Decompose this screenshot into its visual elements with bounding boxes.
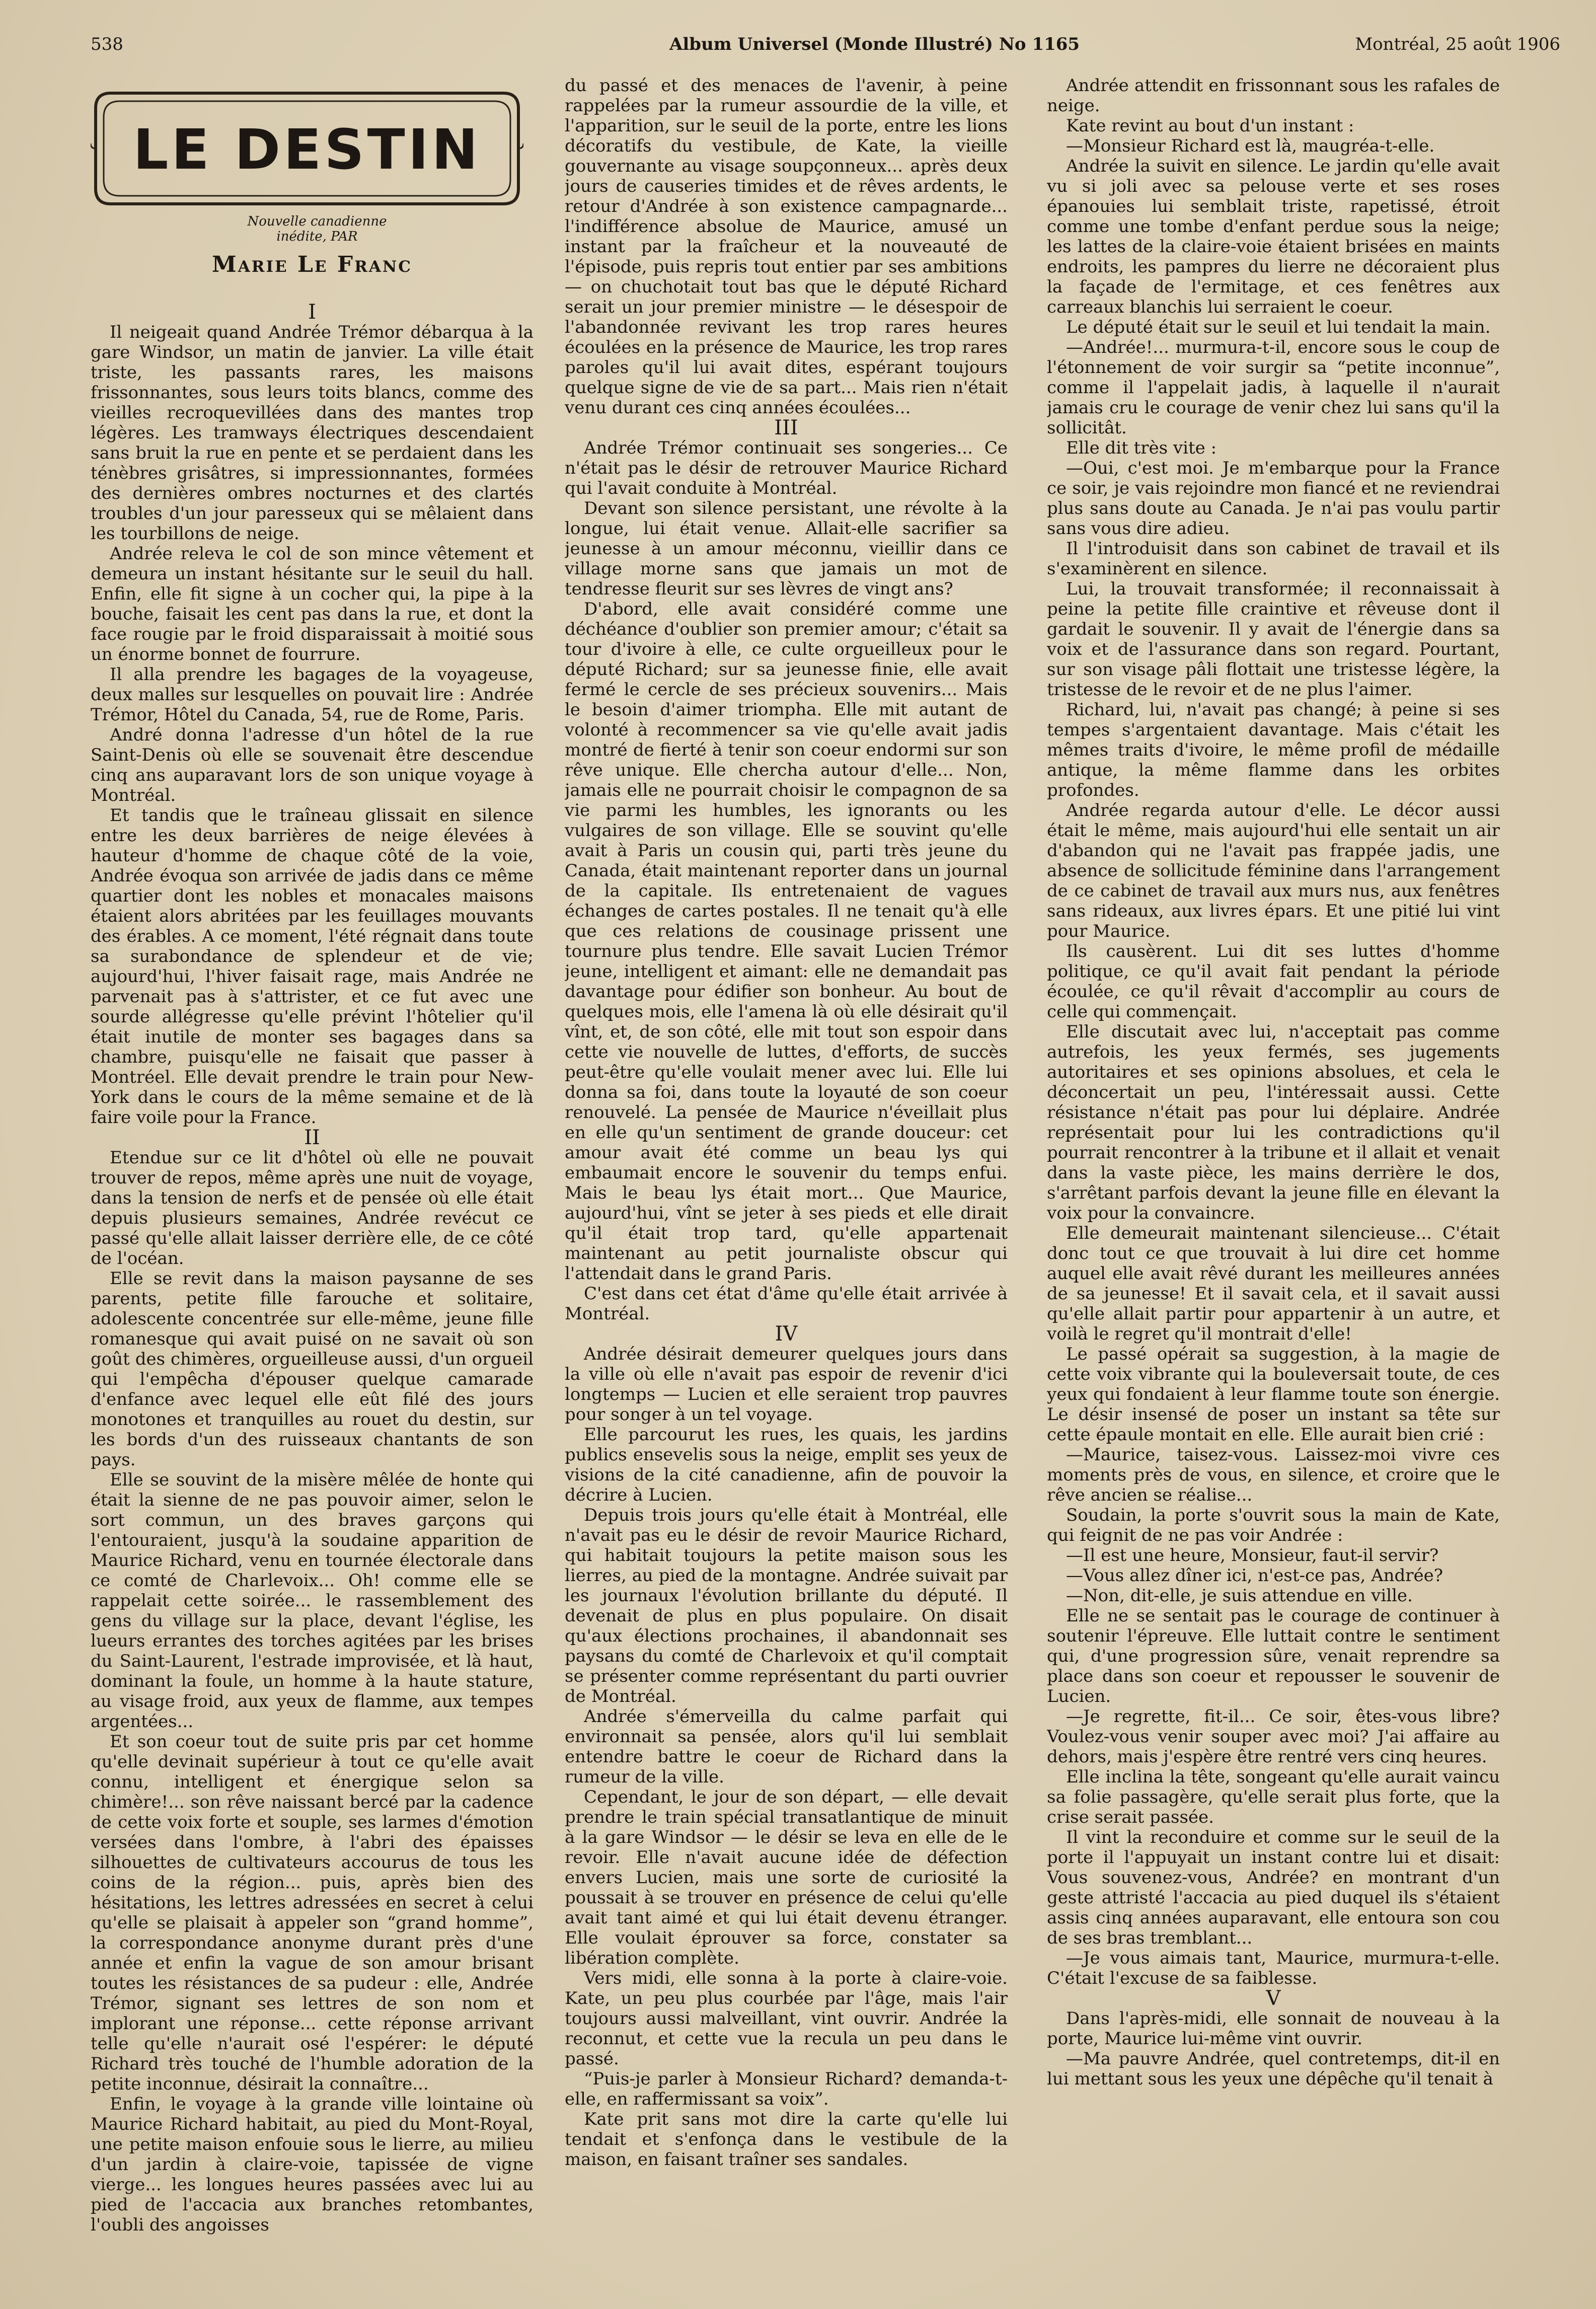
story-author: Marie Le Franc — [212, 252, 412, 277]
section-number: III — [774, 416, 798, 439]
page-header — [91, 29, 1560, 64]
paragraph: —Oui, c'est moi. Je m'embarque pour la France ce soir, je vais rejoindre mon fiancé et ne reviendrai plus sans doute au Canada. Je n'ai pas voulu partir sans vous dire adieu. — [1047, 458, 1500, 539]
paragraph: —Andrée!... murmura-t-il, encore sous le coup de l'étonnement de voir surgir sa “petite inconnue”, comme il l'appelait jadis, à laquelle il n'aurait jamais cru le courage de venir chez lui sans qu'il la sollicitât. — [1047, 337, 1500, 438]
paragraph: Andrée releva le col de son mince vêtement et demeura un instant hésitante sur le seuil du hall. Enfin, elle fit signe à un cocher qui, la pipe à la bouche, faisait les cent pas dans la rue, et dont la face rougie par le froid disparaissait à moitié sous un énorme bonnet de fourrure. — [91, 544, 534, 664]
page-number: 538 — [91, 34, 123, 54]
paragraph: D'abord, elle avait considéré comme une déchéance d'oublier son premier amour; c'était sa tour d'ivoire à elle, ce culte orgueilleux pour le député Richard; sur sa jeunesse finie, elle avait fermé le cercle de ses précieux souvenirs... Mais le besoin d'aimer triompha. Elle mit autant de volonté à recommencer sa vie qu'elle avait jadis montré de fierté à tenir son coeur endormi sur son rêve unique. Elle chercha autour d'elle... Non, jamais elle ne pourrait choisir le compagnon de sa vie parmi les humbles, les ignorants ou les vulgaires de son village. Elle se souvint qu'elle avait à Paris un cousin qui, parti très jeune du Canada, était maintenant reporter dans un journal de la capitale. Ils entretenaient de vagues échanges de cartes postales. Il ne tenait qu'à elle que ces relations de cousinage prissent une tournure plus tendre. Elle savait Lucien Trémor jeune, intelligent et aimant: elle ne demandait pas davantage pour édifier son bonheur. Au bout de quelques mois, elle l'amena là où elle désirait qu'il vînt, et, de son côté, elle mit tout son espoir dans cette vie nouvelle de luttes, d'efforts, de succès peut-être qu'elle voulait mener avec lui. Elle lui donna sa foi, dans toute la loyauté de son coeur renouvelé. La pensée de Maurice n'éveillait plus en elle qu'un sentiment de grande douceur: cet amour avait été comme un beau lys qui embaumait encore le souvenir du temps enfui. Mais le beau lys était mort... Que Maurice, aujourd'hui, vînt se jeter à ses pieds et elle dirait qu'il était trop tard, qu'elle appartenait maintenant au petit journaliste obscur qui l'attendait dans le grand Paris. — [565, 599, 1008, 1284]
section-number: IV — [775, 1322, 798, 1346]
paragraph: Ils causèrent. Lui dit ses luttes d'homme politique, ce qu'il avait fait pendant la période écoulée, ce qu'il rêvait d'accomplir au cours de celle qui commençait. — [1047, 941, 1500, 1022]
section-number: II — [304, 1126, 320, 1149]
paragraph: Elle dit très vite : — [1066, 438, 1217, 458]
paragraph: —Non, dit-elle, je suis attendue en ville. — [1066, 1586, 1413, 1606]
paragraph: “Puis-je parler à Monsieur Richard? demanda-t-elle, en raffermissant sa voix”. — [565, 2069, 1008, 2109]
paragraph: —Vous allez dîner ici, n'est-ce pas, Andrée? — [1066, 1566, 1443, 1586]
paragraph: Andrée la suivit en silence. Le jardin qu'elle avait vu si joli avec sa pelouse verte et ses roses épanouies lui semblait triste, rapetissé, étroit comme une tombe d'enfant perdue sous la neige; les lattes de la claire-voie étaient brisées en maints endroits, les pampres du lierre ne décoraient plus la façade de l'ermitage, et ces fenêtres aux carreaux blanchis lui serraient le coeur. — [1047, 156, 1500, 317]
story-title-box — [91, 88, 523, 209]
text-column-3 — [1047, 76, 1500, 2290]
paragraph: du passé et des menaces de l'avenir, à peine rappelées par la rumeur assourdie de la ville, et l'apparition, sur le seuil de la porte, entre les lions décoratifs du vestibule, de Kate, la vieille gouvernante au visage soupçonneux... après deux jours de causeries timides et de rêves ardents, le retour d'Andrée à son existence campagnarde... l'indifférence absolue de Maurice, amusé un instant par la fraîcheur et la nouveauté de l'épisode, puis repris tout entier par ses ambitions — on chuchotait tout bas que le député Richard serait un jour premier ministre — le désespoir de l'abandonnée revivant les trop rares heures écoulées en la présence de Maurice, les trop rares paroles qu'il lui avait dites, espérant toujours quelque signe de vie de sa part... Mais rien n'était venu durant ces cinq années écoulées... — [565, 76, 1008, 418]
paragraph: Elle discutait avec lui, n'acceptait pas comme autrefois, les yeux fermés, ses jugements autoritaires et ses opinions absolues, et cela le déconcertait un peu, l'intéressait aussi. Cette résistance n'était pas pour lui déplaire. Andrée représentait pour lui les contradictions qu'il pourrait rencontrer à la tribune et il allait et venait dans la vaste pièce, les mains derrière le dos, s'arrêtant parfois devant la jeune fille en élevant la voix pour la convaincre. — [1047, 1022, 1500, 1223]
paragraph: Andrée attendit en frissonnant sous les rafales de neige. — [1047, 76, 1500, 116]
text-column-1 — [91, 302, 534, 2265]
paragraph: Andrée s'émerveilla du calme parfait qui environnait sa pensée, alors qu'il lui semblait entendre battre le coeur de Richard dans la rumeur de la ville. — [565, 1706, 1008, 1787]
paragraph: Il l'introduisit dans son cabinet de travail et ils s'examinèrent en silence. — [1047, 539, 1500, 579]
paragraph: Andrée Trémor continuait ses songeries... Ce n'était pas le désir de retrouver Maurice Richard qui l'avait conduite à Montréal. — [565, 438, 1008, 498]
paragraph: Elle demeurait maintenant silencieuse... C'était donc tout ce que trouvait à lui dire cet homme auquel elle avait rêvé durant les meilleures années de sa jeunesse! Et il savait cela, et il savait aussi qu'elle allait partir pour appartenir à un autre, et voilà le regret qu'il montrait d'elle! — [1047, 1223, 1500, 1344]
paragraph: —Je regrette, fit-il... Ce soir, êtes-vous libre? Voulez-vous venir souper avec moi? J'ai affaire au dehors, mais j'espère être rentré vers cinq heures. — [1047, 1706, 1500, 1767]
paragraph: Kate revint au bout d'un instant : — [1066, 116, 1354, 136]
paragraph: Soudain, la porte s'ouvrit sous la main de Kate, qui feignit de ne pas voir Andrée : — [1047, 1505, 1500, 1545]
paragraph: —Maurice, taisez-vous. Laissez-moi vivre ces moments près de vous, en silence, et croire que le rêve ancien se réalise... — [1047, 1445, 1500, 1505]
story-subtitle: Nouvelle canadienne inédite, PAR — [247, 214, 387, 244]
paragraph: André donna l'adresse d'un hôtel de la rue Saint-Denis où elle se souvenait être descendue cinq ans auparavant lors de son unique voyage à Montréal. — [91, 725, 534, 805]
paragraph: Devant son silence persistant, une révolte à la longue, lui était venue. Allait-elle sacrifier sa jeunesse à un amour méconnu, vieillir dans ce village morne sans que jamais un mot de tendresse fleurit sur ses lèvres de vingt ans? — [565, 498, 1008, 599]
section-number: V — [1266, 1987, 1281, 2010]
paragraph: Andrée regarda autour d'elle. Le décor aussi était le même, mais aujourd'hui elle sentait un air d'abandon qui ne l'avait pas frappée jadis, une absence de sollicitude féminine dans l'arrangement de ce cabinet de travail aux murs nus, aux fenêtres sans rideaux, aux livres épars. Et une pitié lui vint pour Maurice. — [1047, 800, 1500, 941]
paragraph: Elle parcourut les rues, les quais, les jardins publics ensevelis sous la neige, emplit ses yeux de visions de la cité canadienne, afin de pouvoir la décrire à Lucien. — [565, 1425, 1008, 1505]
paragraph: Et tandis que le traîneau glissait en silence entre les deux barrières de neige élevées à hauteur d'homme de chaque côté de la voie, Andrée évoqua son arrivée de jadis dans ce même quartier dont les nobles et monacales maisons étaient alors abritées par les feuillages mouvants des érables. A ce moment, l'été régnait dans toute sa surabondance de splendeur et de vie; aujourd'hui, l'hiver faisait rage, mais Andrée ne parvenait pas à s'attrister, et ce fut avec une sourde allégresse qu'elle prévint l'hôtelier qu'il était inutile de monter ses bagages dans sa chambre, puisqu'elle ne faisait que passer à Montréel. Elle devait prendre le train pour New-York dans le cours de la même semaine et de là faire voile pour la France. — [91, 805, 534, 1128]
paragraph: Et son coeur tout de suite pris par cet homme qu'elle devinait supérieur à tout ce qu'elle avait connu, intelligent et énergique selon sa chimère!... son rêve naissant bercé par la cadence de cette voix forte et souple, ses larmes d'émotion versées dans l'ombre, à l'abri des épaisses silhouettes de cultivateurs accourus de tous les coins de la région... puis, après bien des hésitations, les lettres adressées en secret à celui qu'elle se plaisait à appeler son “grand homme”, la correspondance anonyme durant près d'une année et enfin la vague de son amour brisant toutes les résistances de sa pudeur : elle, Andrée Trémor, signant ses lettres de son nom et implorant une réponse... cette réponse arrivant telle qu'elle n'aurait osé l'espérer: le député Richard très touché de l'humble adoration de la petite inconnue, désirait la connaître... — [91, 1732, 534, 2094]
paragraph: Le passé opérait sa suggestion, à la magie de cette voix vibrante qui la bouleversait toute, de ces yeux qui fondaient à leur flamme toute son énergie. Le désir insensé de poser un instant sa tête sur cette épaule montait en elle. Elle aurait bien crié : — [1047, 1344, 1500, 1445]
paragraph: Enfin, le voyage à la grande ville lointaine où Maurice Richard habitait, au pied du Mont-Royal, une petite maison enfouie sous le lierre, au milieu d'un jardin à claire-voie, tapissée de vigne vierge... les longues heures passées avec lui au pied de l'accacia aux branches retombantes, l'oubli des angoisses — [91, 2094, 534, 2235]
paragraph: —Je vous aimais tant, Maurice, murmura-t-elle. C'était l'excuse de sa faiblesse. — [1047, 1948, 1500, 1988]
paragraph: Elle se souvint de la misère mêlée de honte qui était la sienne de ne pas pouvoir aimer, selon le sort commun, un des braves garçons qui l'entouraient, jusqu'à la soudaine apparition de Maurice Richard, venu en tournée électorale dans ce comté de Charlevoix... Oh! comme elle se rappelait cette soirée... le rassemblement des gens du village sur la place, devant l'église, les lueurs errantes des torches agitées par les brises du Saint-Laurent, l'estrade improvisée, et là haut, dominant la foule, un homme à la haute stature, au visage froid, aux yeux de flamme, aux tempes argentées... — [91, 1470, 534, 1732]
paragraph: Vers midi, elle sonna à la porte à claire-voie. Kate, un peu plus courbée par l'âge, mais l'air toujours aussi malveillant, vint ouvrir. Andrée la reconnut, et cette vue la recula un peu dans le passé. — [565, 1968, 1008, 2069]
paragraph: C'est dans cet état d'âme qu'elle était arrivée à Montréal. — [565, 1284, 1008, 1324]
section-number: I — [308, 302, 316, 324]
text-column-2 — [565, 76, 1008, 2290]
paragraph: Il alla prendre les bagages de la voyageuse, deux malles sur lesquelles on pouvait lire : Andrée Trémor, Hôtel du Canada, 54, rue de Rome, Paris. — [91, 664, 534, 725]
issue-date: Montréal, 25 août 1906 — [1355, 34, 1560, 54]
paragraph: Le député était sur le seuil et lui tendait la main. — [1066, 317, 1491, 337]
paragraph: Richard, lui, n'avait pas changé; à peine si ses tempes s'argentaient davantage. Mais c'était les mêmes traits d'ivoire, le même profil de médaille antique, la même flamme dans les orbites profondes. — [1047, 700, 1500, 800]
paragraph: Il vint la reconduire et comme sur le seuil de la porte il l'appuyait un instant contre lui et disait: Vous souvenez-vous, Andrée? en montrant d'un geste attristé l'accacia au pied duquel ils s'étaient assis cinq années auparavant, elle entoura son cou de ses bras tremblant... — [1047, 1827, 1500, 1948]
paragraph: Elle inclina la tête, songeant qu'elle aurait vaincu sa folie passagère, qu'elle serait plus forte, que la crise serait passée. — [1047, 1767, 1500, 1827]
paragraph: Etendue sur ce lit d'hôtel où elle ne pouvait trouver de repos, même après une nuit de voyage, dans la tension de nerfs et de pensée où elle était depuis plusieurs semaines, Andrée revécut ce passé qu'elle allait laisser derrière elle, de ce côté de l'océan. — [91, 1148, 534, 1269]
paragraph: Cependant, le jour de son départ, — elle devait prendre le train spécial transatlantique de minuit à la gare Windsor — le désir se leva en elle de le revoir. Elle n'avait aucune idée de défection envers Lucien, mais une sorte de curiosité la poussait à se trouver en présence de celui qu'elle avait tant aimé et qui lui était devenu étranger. Elle voulait éprouver sa force, constater sa libération complète. — [565, 1787, 1008, 1968]
paragraph: Kate prit sans mot dire la carte qu'elle lui tendait et s'enfonça dans le vestibule de la maison, en faisant traîner ses sandales. — [565, 2109, 1008, 2170]
paragraph: Andrée désirait demeurer quelques jours dans la ville où elle n'avait pas espoir de revenir d'ici longtemps — Lucien et elle seraient trop pauvres pour songer à un tel voyage. — [565, 1344, 1008, 1425]
paragraph: Depuis trois jours qu'elle était à Montréal, elle n'avait pas eu le désir de revoir Maurice Richard, qui habitait toujours la petite maison sous les lierres, au pied de la montagne. Andrée suivait par les journaux l'évolution brillante du député. Il devenait de plus en plus populaire. On disait qu'aux élections prochaines, il abandonnait ses paysans du comté de Charlevoix et qu'il comptait se présenter comme représentant du parti ouvrier de Montréal. — [565, 1505, 1008, 1706]
paragraph: —Ma pauvre Andrée, quel contretemps, dit-il en lui mettant sous les yeux une dépêche qu'il tenait à — [1047, 2049, 1500, 2089]
paragraph: Lui, la trouvait transformée; il reconnaissait à peine la petite fille craintive et rêveuse dont il gardait le souvenir. Il y avait de l'énergie dans sa voix et de l'assurance dans son regard. Pourtant, sur son visage pâli flottait une tristesse légère, la tristesse de le revoir et de ne plus l'aimer. — [1047, 579, 1500, 700]
story-title: LE DESTIN — [133, 117, 481, 182]
paragraph: —Monsieur Richard est là, maugréa-t-elle. — [1066, 136, 1435, 156]
paragraph: Dans l'après-midi, elle sonnait de nouveau à la porte, Maurice lui-même vint ouvrir. — [1047, 2008, 1500, 2049]
paragraph: Elle ne se sentait pas le courage de continuer à soutenir l'épreuve. Elle luttait contre le sentiment qui, d'une progression sûre, venait reprendre sa place dans son coeur et repousser le souvenir de Lucien. — [1047, 1606, 1500, 1706]
magazine-name: Album Universel (Monde Illustré) No 1165 — [669, 34, 1080, 54]
paragraph: Il neigeait quand Andrée Trémor débarqua à la gare Windsor, un matin de janvier. La ville était triste, les passants rares, les maisons frissonnantes, sous leurs toits blancs, comme des vieilles recroquevillées dans des mantes trop légères. Les tramways électriques descendaient sans bruit la rue en pente et se perdaient dans les ténèbres grisâtres, si impressionnantes, formées des dernières ombres nocturnes et des clartés troubles d'un jour paresseux qui se mêlaient dans les tourbillons de neige. — [91, 322, 534, 544]
paragraph: —Il est une heure, Monsieur, faut-il servir? — [1066, 1545, 1439, 1566]
paragraph: Elle se revit dans la maison paysanne de ses parents, petite fille farouche et solitaire, adolescente concentrée sur elle-même, jeune fille romanesque qui avait puisé on ne savait où son goût des chimères, orgueilleuse aussi, d'un orgueil qui l'empêcha d'épouser quelque camarade d'enfance avec lequel elle eût filé des jours monotones et tranquilles au rouet du destin, sur les bords d'un des ruisseaux chantants de son pays. — [91, 1269, 534, 1470]
